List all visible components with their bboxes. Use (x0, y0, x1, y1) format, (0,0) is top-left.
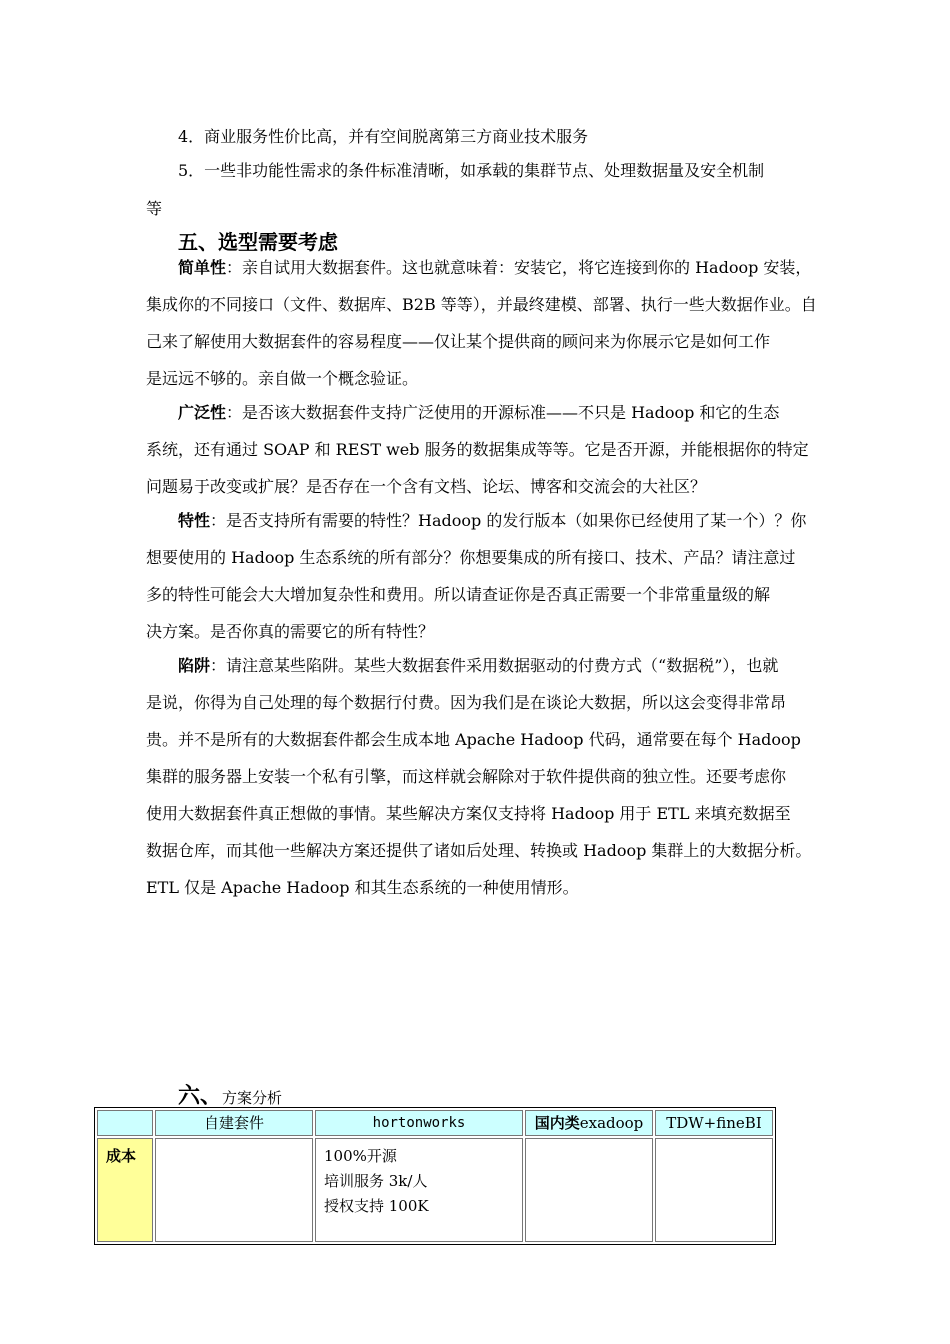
intro-item-5: 5．一些非功能性需求的条件标准清晰，如承载的集群节点、处理数据量及安全机制 (178, 161, 765, 180)
cost-line-license: 授权支持 100K (324, 1197, 429, 1215)
breadth-line-2: 系统，还有通过 SOAP 和 REST web 服务的数据集成等等。它是否开源，并能根据你的特定 (146, 440, 809, 459)
header-corner (97, 1110, 153, 1136)
table-header-row (97, 1110, 773, 1136)
features-label: 特性 (178, 511, 211, 530)
row-label-cost: 成本 (97, 1138, 153, 1242)
breadth-line-3: 问题易于改变或扩展？是否存在一个含有文档、论坛、博客和交流会的大社区？ (146, 477, 707, 496)
features-line-3: 多的特性可能会大大增加复杂性和费用。所以请查证你是否真正需要一个非常重量级的解 (146, 585, 771, 604)
pitfalls-line-2: 是说，你得为自己处理的每个数据行付费。因为我们是在谈论大数据，所以这会变得非常昂 (146, 693, 787, 712)
cost-line-open-source: 100%开源 (324, 1147, 397, 1165)
pitfalls-line-1 (178, 656, 778, 676)
pitfalls-line-6: 数据仓库，而其他一些解决方案还提供了诸如后处理、转换或 Hadoop 集群上的大数据分析。 (146, 841, 812, 860)
cost-line-training: 培训服务 3k/人 (324, 1172, 428, 1190)
header-tdw-finebi: TDW+fineBI (655, 1110, 773, 1136)
pitfalls-label: 陷阱 (178, 656, 211, 675)
section-6-title: 方案分析 (222, 1089, 283, 1107)
pitfalls-line-4: 集群的服务器上安装一个私有引擎，而这样就会解除对于软件提供商的独立性。还要考虑你 (146, 767, 787, 786)
intro-item-5-cont: 等 (146, 199, 163, 218)
cell-cost-hortonworks (315, 1138, 523, 1242)
section-6-number: 六、 (178, 1083, 223, 1109)
cell-cost-tdw (655, 1138, 773, 1242)
simplicity-text-1: ：亲自试用大数据套件。这也就意味着：安装它，将它连接到你的 Hadoop 安装， (226, 258, 812, 277)
breadth-text-1: ：是否该大数据套件支持广泛使用的开源标准——不只是 Hadoop 和它的生态 (226, 403, 780, 422)
simplicity-line-3: 己来了解使用大数据套件的容易程度——仅让某个提供商的顾问来为你展示它是如何工作 (146, 332, 771, 351)
header-hortonworks: hortonworks (315, 1110, 523, 1136)
breadth-label: 广泛性 (178, 403, 227, 422)
section-5-heading: 五、选型需要考虑 (178, 230, 338, 254)
comparison-table (94, 1107, 776, 1245)
header-domestic-product: exadoop (579, 1114, 644, 1132)
breadth-line-1 (178, 403, 779, 423)
intro-item-4: 4．商业服务性价比高，并有空间脱离第三方商业技术服务 (178, 127, 589, 146)
simplicity-line-1 (178, 258, 811, 278)
simplicity-line-2: 集成你的不同接口（文件、数据库、B2B 等等），并最终建模、部署、执行一些大数据作业。自 (146, 295, 817, 314)
pitfalls-line-5: 使用大数据套件真正想做的事情。某些解决方案仅支持将 Hadoop 用于 ETL 来填充数据至 (146, 804, 791, 823)
simplicity-label: 简单性 (178, 258, 227, 277)
cell-cost-domestic (525, 1138, 653, 1242)
pitfalls-text-1: ：请注意某些陷阱。某些大数据套件采用数据驱动的付费方式（“数据税”），也就 (210, 656, 779, 675)
header-self-built: 自建套件 (155, 1110, 313, 1136)
features-line-1 (178, 511, 806, 531)
header-domestic-label: 国内类 (534, 1114, 580, 1132)
features-line-4: 决方案。是否你真的需要它的所有特性？ (146, 622, 435, 641)
header-domestic (525, 1110, 653, 1136)
features-line-2: 想要使用的 Hadoop 生态系统的所有部分？你想要集成的所有接口、技术、产品？请注意过 (146, 548, 796, 567)
cell-cost-self-built (155, 1138, 313, 1242)
simplicity-line-4: 是远远不够的。亲自做一个概念验证。 (146, 369, 419, 388)
pitfalls-line-3: 贵。并不是所有的大数据套件都会生成本地 Apache Hadoop 代码，通常要在每个 Hadoop (146, 730, 801, 749)
features-text-1: ：是否支持所有需要的特性？Hadoop 的发行版本（如果你已经使用了某一个）？你 (210, 511, 807, 530)
pitfalls-line-7: ETL 仅是 Apache Hadoop 和其生态系统的一种使用情形。 (146, 878, 579, 897)
table-row-cost (97, 1138, 773, 1242)
